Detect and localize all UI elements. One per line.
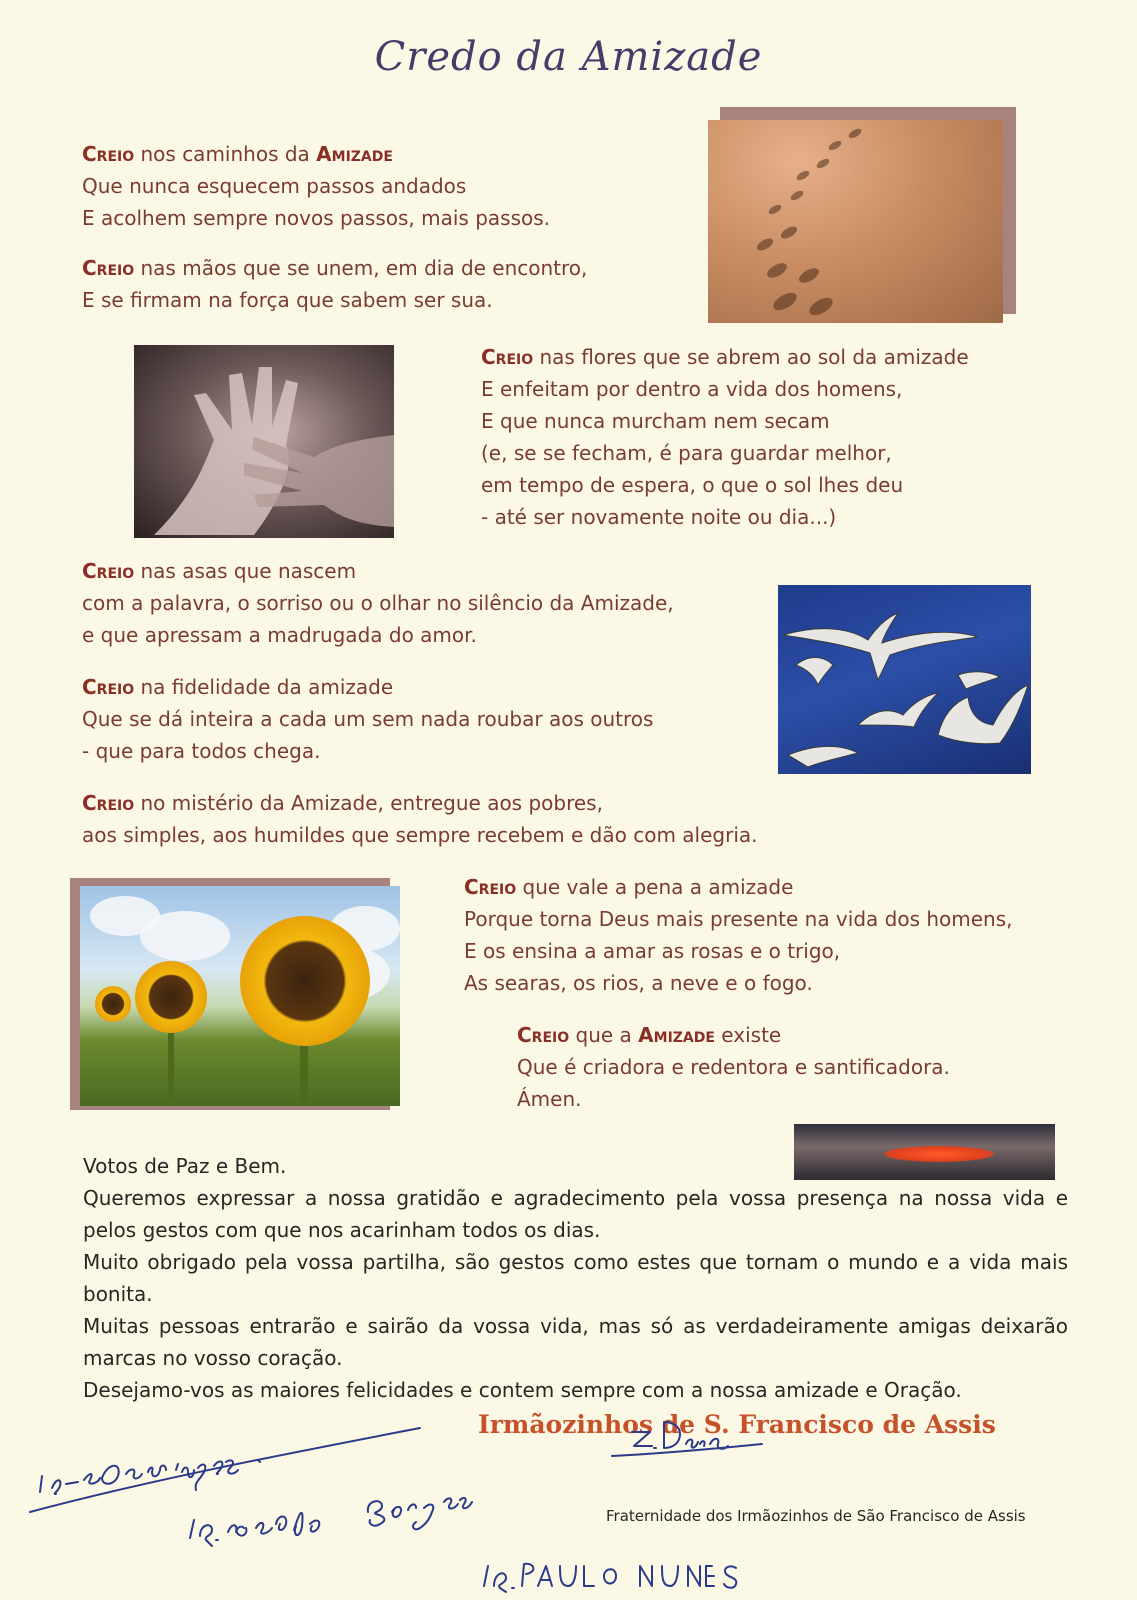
poem-line <box>82 170 550 202</box>
stanza-2 <box>82 252 587 316</box>
poem-text: Ámen. <box>517 1087 582 1111</box>
message-paragraph: Muito obrigado pela vossa partilha, são gestos como estes que tornam o mundo e a vida mais bonita. <box>83 1250 1068 1306</box>
sunflower-medium <box>135 961 207 1033</box>
poem-keyword: Creio <box>464 875 517 899</box>
poem-text: nos caminhos da <box>134 142 317 166</box>
poem-line <box>481 469 969 501</box>
poem-line <box>464 871 1013 903</box>
poem-text: Porque torna Deus mais presente na vida dos homens, <box>464 907 1013 931</box>
poem-text: na fidelidade da amizade <box>134 675 394 699</box>
poem-line <box>82 703 653 735</box>
poem-keyword: Creio <box>82 559 135 583</box>
poem-line <box>82 284 587 316</box>
poem-line <box>481 405 969 437</box>
poem-text: que a <box>569 1023 639 1047</box>
poem-keyword: Amizade <box>638 1023 715 1047</box>
poem-text: E se firmam na força que sabem ser sua. <box>82 288 493 312</box>
poem-text: - que para todos chega. <box>82 739 321 763</box>
poem-line <box>82 138 550 170</box>
poem-text: com a palavra, o sorriso ou o olhar no silêncio da Amizade, <box>82 591 674 615</box>
poem-text: em tempo de espera, o que o sol lhes deu <box>481 473 904 497</box>
handwritten-signatures <box>0 1400 1137 1600</box>
poem-text: Que se dá inteira a cada um sem nada roubar aos outros <box>82 707 654 731</box>
signature-flourish <box>30 1428 420 1512</box>
poem-text: As searas, os rios, a neve e o fogo. <box>464 971 813 995</box>
poem-text: E enfeitam por dentro a vida dos homens, <box>481 377 903 401</box>
stanza-4 <box>82 555 674 651</box>
stanza-5 <box>82 671 653 767</box>
poem-line <box>464 967 1013 999</box>
page-title: Credo da Amizade <box>374 34 763 80</box>
poem-line <box>464 903 1013 935</box>
organization-name: Irmãozinhos de S. Francisco de Assis <box>478 1410 996 1439</box>
poem-keyword: Creio <box>82 142 135 166</box>
message-greeting: Votos de Paz e Bem. <box>83 1154 287 1178</box>
seagulls-photo <box>778 585 1031 774</box>
sunflower-large <box>240 916 370 1046</box>
poem-text: no mistério da Amizade, entregue aos pobres, <box>134 791 603 815</box>
poem-line <box>517 1019 950 1051</box>
poem-line <box>517 1051 950 1083</box>
stanza-6 <box>82 787 758 851</box>
poem-text: nas flores que se abrem ao sol da amizade <box>533 345 969 369</box>
poem-line <box>82 587 674 619</box>
poem-keyword: Creio <box>517 1023 570 1047</box>
poem-keyword: Creio <box>82 675 135 699</box>
poem-line <box>481 373 969 405</box>
poem-text: existe <box>714 1023 782 1047</box>
poem-text: Que é criadora e redentora e santificadora. <box>517 1055 950 1079</box>
poem-line <box>481 437 969 469</box>
poem-text: Que nunca esquecem passos andados <box>82 174 467 198</box>
poem-text: aos simples, aos humildes que sempre recebem e dão com alegria. <box>82 823 758 847</box>
stanza-7 <box>464 871 1013 999</box>
poem-line <box>82 252 587 284</box>
footprints-photo <box>708 120 1003 323</box>
poem-line <box>481 341 969 373</box>
poem-text: - até ser novamente noite ou dia...) <box>481 505 837 529</box>
poem-line <box>481 501 969 533</box>
poem-line <box>82 787 758 819</box>
message-paragraph: Desejamo-vos as maiores felicidades e contem sempre com a nossa amizade e Oração. <box>83 1378 962 1402</box>
poem-text: nas mãos que se unem, em dia de encontro, <box>134 256 588 280</box>
poem-text: (e, se se fecham, é para guardar melhor, <box>481 441 892 465</box>
stanza-3 <box>481 341 969 533</box>
sunflowers-photo <box>80 886 400 1106</box>
poem-text: E que nunca murcham nem secam <box>481 409 830 433</box>
poem-line <box>517 1083 950 1115</box>
poem-keyword: Amizade <box>316 142 393 166</box>
poem-text: que vale a pena a amizade <box>516 875 794 899</box>
poem-text: E acolhem sempre novos passos, mais passos. <box>82 206 551 230</box>
message-paragraph: Queremos expressar a nossa gratidão e agradecimento pela vossa presença na nossa vida e pelos gestos com que nos acarinham todos os dias. <box>83 1186 1068 1242</box>
poem-keyword: Creio <box>82 791 135 815</box>
closing-message <box>83 1150 1068 1406</box>
poem-line <box>82 555 674 587</box>
hands-photo <box>134 345 394 538</box>
stanza-8 <box>517 1019 950 1115</box>
poem-line <box>82 735 653 767</box>
poem-line <box>82 619 674 651</box>
sunflower-small <box>95 986 131 1022</box>
stanza-1 <box>82 138 550 234</box>
poem-line <box>82 671 653 703</box>
poem-text: E os ensina a amar as rosas e o trigo, <box>464 939 841 963</box>
poem-keyword: Creio <box>481 345 534 369</box>
poem-line <box>82 819 758 851</box>
poem-text: e que apressam a madrugada do amor. <box>82 623 477 647</box>
poem-line <box>82 202 550 234</box>
poem-keyword: Creio <box>82 256 135 280</box>
message-paragraph: Muitas pessoas entrarão e sairão da vossa vida, mas só as verdadeiramente amigas deixarão marcas no vosso coração. <box>83 1314 1068 1370</box>
poem-text: nas asas que nascem <box>134 559 357 583</box>
fraternity-footer: Fraternidade dos Irmãozinhos de São Francisco de Assis <box>606 1507 1026 1525</box>
poem-line <box>464 935 1013 967</box>
